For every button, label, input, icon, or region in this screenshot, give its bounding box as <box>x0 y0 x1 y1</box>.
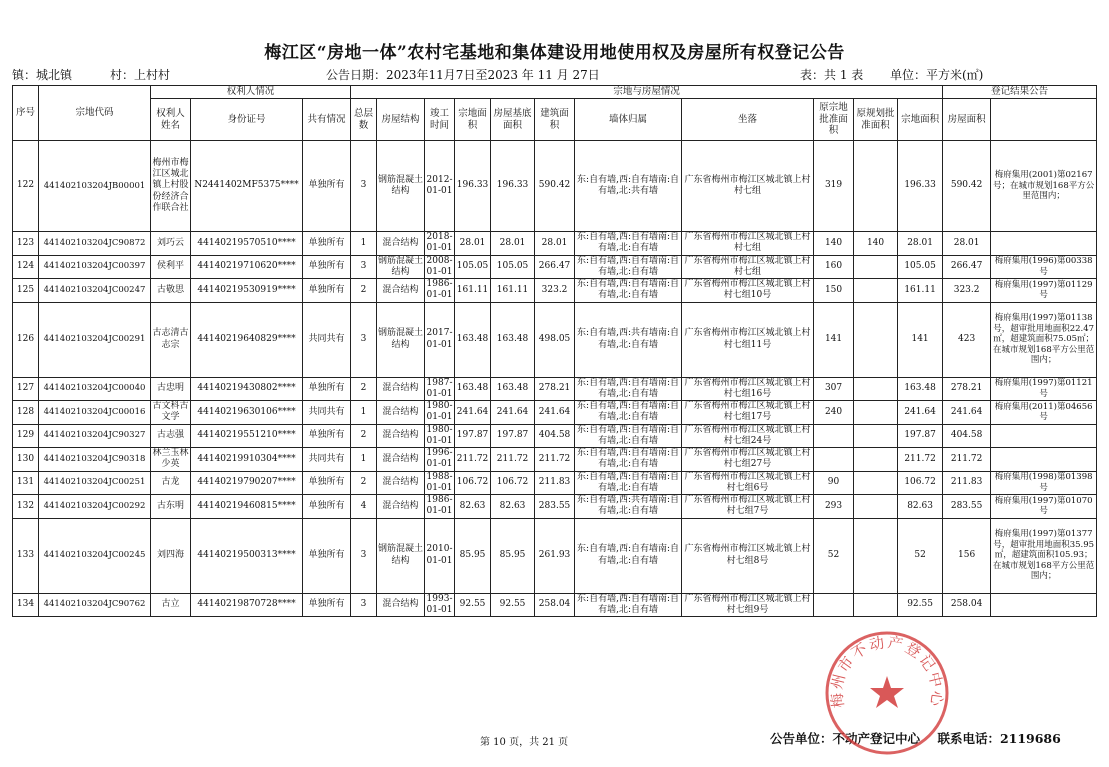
row-orig-approved: 293 <box>814 495 854 519</box>
row-location: 广东省梅州市梅江区城北镇上村村七组 <box>682 141 814 232</box>
row-year: 2008-01-01 <box>425 255 455 279</box>
row-code: 441402103204JC00245 <box>39 518 151 593</box>
row-wall: 东:自有墙,西:自有墙南:自有墙,北:自有墙 <box>575 377 682 401</box>
row-id: N2441402MF5375**** <box>191 141 303 232</box>
row-share: 单独所有 <box>303 471 351 495</box>
page-title: 梅江区“房地一体”农村宅基地和集体建设用地使用权及房屋所有权登记公告 <box>264 43 845 63</box>
page-number: 第 10 页，共 21 页 <box>480 737 569 748</box>
row-reg-house: 283.55 <box>943 495 991 519</box>
row-wall: 东:自有墙,西:自有墙南:自有墙,北:自有墙 <box>575 471 682 495</box>
header-name: 权利人姓名 <box>151 99 191 141</box>
row-code: 441402103204JC00251 <box>39 471 151 495</box>
row-reg-land: 106.72 <box>898 471 943 495</box>
row-share: 共同共有 <box>303 302 351 377</box>
row-note <box>991 448 1097 472</box>
row-note: 梅府集用(1998)第01398号 <box>991 471 1097 495</box>
row-plan-approved <box>854 593 898 617</box>
row-base-area: 161.11 <box>491 279 535 303</box>
row-base-area: 197.87 <box>491 424 535 448</box>
row-code: 441402103204JB00001 <box>39 141 151 232</box>
row-structure: 混合结构 <box>377 279 425 303</box>
row-plan-approved <box>854 424 898 448</box>
row-share: 共同共有 <box>303 401 351 425</box>
row-year: 2010-01-01 <box>425 518 455 593</box>
row-orig-approved: 240 <box>814 401 854 425</box>
row-note <box>991 593 1097 617</box>
row-orig-approved: 150 <box>814 279 854 303</box>
row-build-area: 241.64 <box>535 401 575 425</box>
row-id: 44140219551210**** <box>191 424 303 448</box>
row-floors: 1 <box>351 448 377 472</box>
row-structure: 钢筋混凝土结构 <box>377 302 425 377</box>
row-year: 2017-01-01 <box>425 302 455 377</box>
table-row <box>13 495 1097 519</box>
row-land-area: 161.11 <box>455 279 491 303</box>
row-land-area: 105.05 <box>455 255 491 279</box>
row-location: 广东省梅州市梅江区城北镇上村村七组 <box>682 232 814 256</box>
row-build-area: 498.05 <box>535 302 575 377</box>
table-row <box>13 593 1097 617</box>
row-base-area: 92.55 <box>491 593 535 617</box>
row-wall: 东:自有墙,西:自有墙南:自有墙,北:自有墙 <box>575 518 682 593</box>
row-reg-house: 323.2 <box>943 279 991 303</box>
row-floors: 2 <box>351 279 377 303</box>
row-floors: 1 <box>351 232 377 256</box>
row-base-area: 85.95 <box>491 518 535 593</box>
row-reg-land: 197.87 <box>898 424 943 448</box>
row-code: 441402103204JC00016 <box>39 401 151 425</box>
row-year: 1986-01-01 <box>425 279 455 303</box>
header-orig-approved: 原宗地批准面积 <box>814 99 854 141</box>
row-land-area: 196.33 <box>455 141 491 232</box>
row-wall: 东:自有墙,西:共有墙南:自有墙,北:自有墙 <box>575 302 682 377</box>
row-share: 单独所有 <box>303 495 351 519</box>
row-build-area: 258.04 <box>535 593 575 617</box>
row-code: 441402103204JC90318 <box>39 448 151 472</box>
row-base-area: 163.48 <box>491 302 535 377</box>
row-floors: 4 <box>351 495 377 519</box>
row-build-area: 266.47 <box>535 255 575 279</box>
row-build-area: 211.83 <box>535 471 575 495</box>
header-code: 宗地代码 <box>39 86 151 141</box>
header-seq: 序号 <box>13 86 39 141</box>
row-structure: 混合结构 <box>377 448 425 472</box>
row-plan-approved <box>854 377 898 401</box>
row-land-area: 106.72 <box>455 471 491 495</box>
row-seq: 122 <box>13 141 39 232</box>
row-share: 单独所有 <box>303 377 351 401</box>
row-seq: 130 <box>13 448 39 472</box>
row-structure: 混合结构 <box>377 401 425 425</box>
row-code: 441402103204JC90327 <box>39 424 151 448</box>
header-build-area: 建筑面积 <box>535 99 575 141</box>
row-reg-house: 258.04 <box>943 593 991 617</box>
announcement-date: 公告日期：2023年11月7日至2023 年 11 月 27日 <box>326 68 600 82</box>
row-share: 单独所有 <box>303 255 351 279</box>
row-reg-land: 52 <box>898 518 943 593</box>
row-orig-approved <box>814 593 854 617</box>
header-year: 竣工时间 <box>425 99 455 141</box>
row-location: 广东省梅州市梅江区城北镇上村村七组17号 <box>682 401 814 425</box>
row-code: 441402103204JC90872 <box>39 232 151 256</box>
row-share: 单独所有 <box>303 232 351 256</box>
village-label: 村：上村村 <box>110 68 171 82</box>
row-wall: 东:自有墙,西:自有墙南:自有墙,北:共有墙 <box>575 141 682 232</box>
table-row <box>13 279 1097 303</box>
row-structure: 混合结构 <box>377 495 425 519</box>
row-year: 1993-01-01 <box>425 593 455 617</box>
row-build-area: 283.55 <box>535 495 575 519</box>
row-structure: 混合结构 <box>377 471 425 495</box>
table-row <box>13 141 1097 232</box>
row-floors: 3 <box>351 593 377 617</box>
row-structure: 混合结构 <box>377 377 425 401</box>
row-code: 441402103204JC90762 <box>39 593 151 617</box>
row-plan-approved <box>854 255 898 279</box>
row-reg-land: 211.72 <box>898 448 943 472</box>
row-orig-approved: 140 <box>814 232 854 256</box>
row-reg-house: 404.58 <box>943 424 991 448</box>
row-year: 1987-01-01 <box>425 377 455 401</box>
row-reg-house: 423 <box>943 302 991 377</box>
row-wall: 东:自有墙,西:自有墙南:自有墙,北:自有墙 <box>575 401 682 425</box>
row-reg-house: 241.64 <box>943 401 991 425</box>
row-name: 侯利平 <box>151 255 191 279</box>
publishing-unit: 公告单位：不动产登记中心 <box>770 731 921 746</box>
row-seq: 123 <box>13 232 39 256</box>
row-seq: 129 <box>13 424 39 448</box>
row-seq: 127 <box>13 377 39 401</box>
row-year: 2018-01-01 <box>425 232 455 256</box>
table-count: 表：共 1 表 <box>800 68 864 82</box>
row-floors: 2 <box>351 377 377 401</box>
row-floors: 2 <box>351 424 377 448</box>
row-name: 古龙 <box>151 471 191 495</box>
row-reg-land: 163.48 <box>898 377 943 401</box>
row-floors: 2 <box>351 471 377 495</box>
row-land-area: 92.55 <box>455 593 491 617</box>
row-build-area: 404.58 <box>535 424 575 448</box>
row-note: 梅府集用(1997)第01129号 <box>991 279 1097 303</box>
table-row <box>13 302 1097 377</box>
row-structure: 钢筋混凝土结构 <box>378 255 424 277</box>
row-reg-house: 211.72 <box>943 448 991 472</box>
table-row <box>13 232 1097 256</box>
row-reg-house: 156 <box>943 518 991 593</box>
row-name: 林兰玉林少英 <box>152 448 189 470</box>
row-location: 广东省梅州市梅江区城北镇上村村七组27号 <box>682 448 814 472</box>
row-name: 刘巧云 <box>151 232 191 256</box>
row-seq: 134 <box>13 593 39 617</box>
table-row <box>13 377 1097 401</box>
header-plan-approved: 原规划批准面积 <box>854 99 898 141</box>
table-row <box>13 255 1097 279</box>
row-build-area: 323.2 <box>535 279 575 303</box>
row-name: 古文科古文学 <box>152 401 189 423</box>
table-row <box>13 448 1097 472</box>
row-orig-approved <box>814 424 854 448</box>
row-share: 单独所有 <box>303 593 351 617</box>
row-share: 单独所有 <box>303 141 351 232</box>
row-id: 44140219630106**** <box>191 401 303 425</box>
row-name: 古东明 <box>151 495 191 519</box>
row-name: 古敬思 <box>151 279 191 303</box>
row-build-area: 278.21 <box>535 377 575 401</box>
row-seq: 125 <box>13 279 39 303</box>
row-name: 梅州市梅江区城北镇上村股份经济合作联合社 <box>151 141 191 232</box>
row-seq: 133 <box>13 518 39 593</box>
row-plan-approved <box>854 302 898 377</box>
row-reg-house: 278.21 <box>943 377 991 401</box>
row-orig-approved <box>814 448 854 472</box>
header-land-area: 宗地面积 <box>455 99 491 141</box>
row-reg-land: 28.01 <box>898 232 943 256</box>
header-structure: 房屋结构 <box>377 99 425 141</box>
row-id: 44140219640829**** <box>191 302 303 377</box>
row-name: 古立 <box>151 593 191 617</box>
header-base-area: 房屋基底面积 <box>491 99 535 141</box>
row-base-area: 163.48 <box>491 377 535 401</box>
row-seq: 126 <box>13 302 39 377</box>
row-floors: 3 <box>351 518 377 593</box>
table-row <box>13 518 1097 593</box>
row-wall: 东:自有墙,西:自有墙南:自有墙,北:自有墙 <box>575 279 682 303</box>
header-reg-group: 登记结果公告 <box>943 86 1097 99</box>
row-base-area: 105.05 <box>491 255 535 279</box>
row-location: 广东省梅州市梅江区城北镇上村村七组7号 <box>682 495 814 519</box>
row-code: 441402103204JC00291 <box>39 302 151 377</box>
row-note: 梅府集用(2001)第02167号；在城市规划168平方公里范围内； <box>991 141 1097 232</box>
row-id: 44140219430802**** <box>191 377 303 401</box>
row-reg-house: 28.01 <box>943 232 991 256</box>
row-orig-approved: 160 <box>814 255 854 279</box>
row-note: 梅府集用(1997)第01070号 <box>991 495 1097 519</box>
row-wall: 东:自有墙,西:自有墙南:自有墙,北:自有墙 <box>575 255 682 279</box>
row-reg-house: 266.47 <box>943 255 991 279</box>
row-id: 44140219530919**** <box>191 279 303 303</box>
row-land-area: 241.64 <box>455 401 491 425</box>
footer-contact <box>770 729 1061 747</box>
row-id: 44140219870728**** <box>191 593 303 617</box>
row-note: 梅府集用(2011)第04656号 <box>991 401 1097 425</box>
row-name: 古志清古志宗 <box>151 302 191 377</box>
contact-phone: 联系电话：2119686 <box>937 731 1061 746</box>
row-name: 古忠明 <box>151 377 191 401</box>
row-year: 1980-01-01 <box>425 401 455 425</box>
row-id: 44140219500313**** <box>191 518 303 593</box>
row-reg-land: 92.55 <box>898 593 943 617</box>
row-reg-house: 590.42 <box>943 141 991 232</box>
row-floors: 1 <box>351 401 377 425</box>
row-year: 1980-01-01 <box>425 424 455 448</box>
row-plan-approved <box>854 279 898 303</box>
row-share: 共同共有 <box>303 448 351 472</box>
row-share: 单独所有 <box>303 279 351 303</box>
row-note: 梅府集用(1997)第01121号 <box>991 377 1097 401</box>
row-plan-approved <box>854 495 898 519</box>
row-location: 广东省梅州市梅江区城北镇上村村七组24号 <box>682 424 814 448</box>
unit-label: 单位：平方米(㎡) <box>890 68 984 82</box>
row-floors: 3 <box>351 255 377 279</box>
row-floors: 3 <box>351 302 377 377</box>
row-build-area: 590.42 <box>535 141 575 232</box>
row-wall: 东:自有墙,西:共有墙南:自有墙,北:自有墙 <box>575 495 682 519</box>
row-note <box>991 424 1097 448</box>
row-plan-approved <box>854 518 898 593</box>
row-reg-house: 211.83 <box>943 471 991 495</box>
row-reg-land: 196.33 <box>898 141 943 232</box>
header-floors: 总层数 <box>351 99 377 141</box>
header-share: 共有情况 <box>303 99 351 141</box>
row-year: 1986-01-01 <box>425 495 455 519</box>
row-location: 广东省梅州市梅江区城北镇上村村七组9号 <box>682 593 814 617</box>
row-orig-approved: 141 <box>814 302 854 377</box>
row-note: 梅府集用(1997)第01377号，超审批用地面积35.95㎡，超建筑面积105.93；在城市规划168平方公里范围内； <box>991 518 1097 593</box>
row-land-area: 28.01 <box>455 232 491 256</box>
row-orig-approved: 319 <box>814 141 854 232</box>
row-land-area: 211.72 <box>455 448 491 472</box>
table-row <box>13 471 1097 495</box>
row-plan-approved: 140 <box>854 232 898 256</box>
svg-text:梅州市不动产登记中心 <box>827 633 946 709</box>
row-year: 1996-01-01 <box>425 448 455 472</box>
row-structure: 混合结构 <box>377 424 425 448</box>
row-structure: 混合结构 <box>377 232 425 256</box>
row-wall: 东:自有墙,西:自有墙南:自有墙,北:自有墙 <box>575 424 682 448</box>
row-build-area: 28.01 <box>535 232 575 256</box>
row-note: 梅府集用(1996)第00338号 <box>991 255 1097 279</box>
header-location: 坐落 <box>682 99 814 141</box>
header-reg-land: 宗地面积 <box>898 99 943 141</box>
row-reg-land: 161.11 <box>898 279 943 303</box>
header-wall: 墙体归属 <box>575 99 682 141</box>
row-name: 古志强 <box>151 424 191 448</box>
row-wall: 东:自有墙,西:自有墙南:自有墙,北:自有墙 <box>575 232 682 256</box>
row-plan-approved <box>854 448 898 472</box>
row-note <box>991 232 1097 256</box>
row-land-area: 82.63 <box>455 495 491 519</box>
row-location: 广东省梅州市梅江区城北镇上村村七组6号 <box>682 471 814 495</box>
row-structure: 混合结构 <box>377 593 425 617</box>
row-seq: 132 <box>13 495 39 519</box>
row-id: 44140219790207**** <box>191 471 303 495</box>
row-share: 单独所有 <box>303 424 351 448</box>
row-id: 44140219710620**** <box>191 255 303 279</box>
row-name: 刘四海 <box>151 518 191 593</box>
row-base-area: 82.63 <box>491 495 535 519</box>
row-share: 单独所有 <box>303 518 351 593</box>
row-year: 1988-01-01 <box>425 471 455 495</box>
row-reg-land: 82.63 <box>898 495 943 519</box>
row-location: 广东省梅州市梅江区城北镇上村村七组16号 <box>682 377 814 401</box>
row-land-area: 197.87 <box>455 424 491 448</box>
header-land-group: 宗地与房屋情况 <box>351 86 943 99</box>
row-code: 441402103204JC00040 <box>39 377 151 401</box>
row-location: 广东省梅州市梅江区城北镇上村村七组 <box>682 255 814 279</box>
row-id: 44140219460815**** <box>191 495 303 519</box>
row-code: 441402103204JC00397 <box>39 255 151 279</box>
row-plan-approved <box>854 141 898 232</box>
row-base-area: 28.01 <box>491 232 535 256</box>
row-base-area: 241.64 <box>491 401 535 425</box>
row-seq: 124 <box>13 255 39 279</box>
row-structure: 钢筋混凝土结构 <box>377 141 425 232</box>
row-orig-approved: 90 <box>814 471 854 495</box>
row-land-area: 85.95 <box>455 518 491 593</box>
row-base-area: 106.72 <box>491 471 535 495</box>
row-base-area: 211.72 <box>491 448 535 472</box>
table-row <box>13 424 1097 448</box>
row-wall: 东:自有墙,西:自有墙南:自有墙,北:自有墙 <box>575 593 682 617</box>
row-code: 441402103204JC00247 <box>39 279 151 303</box>
row-orig-approved: 52 <box>814 518 854 593</box>
row-reg-land: 141 <box>898 302 943 377</box>
row-plan-approved <box>854 401 898 425</box>
row-land-area: 163.48 <box>455 377 491 401</box>
row-id: 44140219910304**** <box>191 448 303 472</box>
row-seq: 131 <box>13 471 39 495</box>
row-year: 2012-01-01 <box>425 141 455 232</box>
table-row <box>13 401 1097 425</box>
header-reg-house: 房屋面积 <box>943 99 991 141</box>
row-wall: 东:自有墙,西:自有墙南:自有墙,北:自有墙 <box>575 448 682 472</box>
row-base-area: 196.33 <box>491 141 535 232</box>
row-structure: 钢筋混凝土结构 <box>377 518 425 593</box>
row-floors: 3 <box>351 141 377 232</box>
row-land-area: 163.48 <box>455 302 491 377</box>
row-reg-land: 241.64 <box>898 401 943 425</box>
row-location: 广东省梅州市梅江区城北镇上村村七组11号 <box>682 302 814 377</box>
row-reg-land: 105.05 <box>898 255 943 279</box>
row-note: 梅府集用(1997)第01138号，超审批用地面积22.47㎡，超建筑面积75.05㎡；在城市规划168平方公里范围内； <box>991 302 1097 377</box>
row-seq: 128 <box>13 401 39 425</box>
row-id: 44140219570510**** <box>191 232 303 256</box>
header-owner-group: 权利人情况 <box>151 86 351 99</box>
row-build-area: 211.72 <box>535 448 575 472</box>
row-orig-approved: 307 <box>814 377 854 401</box>
row-location: 广东省梅州市梅江区城北镇上村村七组8号 <box>682 518 814 593</box>
seal-text: 梅州市不动产登记中心 <box>827 633 947 710</box>
row-build-area: 261.93 <box>535 518 575 593</box>
registration-table <box>12 85 1097 617</box>
town-label: 镇：城北镇 <box>12 68 73 82</box>
header-id: 身份证号 <box>191 99 303 141</box>
row-location: 广东省梅州市梅江区城北镇上村村七组10号 <box>682 279 814 303</box>
row-code: 441402103204JC00292 <box>39 495 151 519</box>
row-plan-approved <box>854 471 898 495</box>
